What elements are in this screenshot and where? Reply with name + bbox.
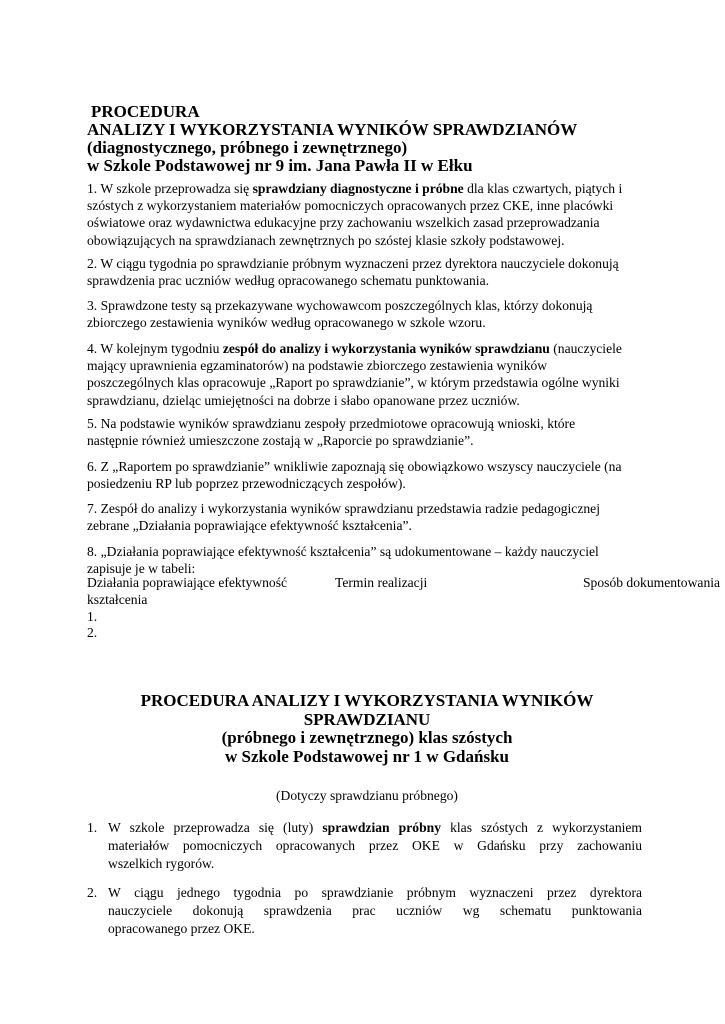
table-header-actions: Działania poprawiające efektywność (87, 575, 288, 590)
list-number: 1. (87, 820, 98, 835)
paragraph-line (87, 180, 717, 197)
list-item-line: materiałów pomocniczych opracowanych przez OKE w Gdańsku przy zachowaniu (108, 837, 642, 853)
paragraph-line: zebrane „Działania poprawiające efektywność kształcenia”. (87, 518, 412, 534)
paragraph-line: 2. W ciągu tygodnia po sprawdzianie próbnym wyznaczeni przez dyrektora nauczyciele dokonują (87, 256, 619, 271)
paragraph-line: zbiorczego zestawienia wyników według opracowanego w szkole wzoru. (87, 315, 486, 331)
text-run: W szkole przeprowadza się (luty) (108, 820, 323, 835)
text-run: dla klas czwartych, piątych i (463, 181, 623, 196)
bold-text-run: zespół do analizy i wykorzystania wyników sprawdzianu (222, 341, 550, 356)
doc2-note: (Dotyczy sprawdzianu próbnego) (276, 788, 458, 803)
doc2-title-line: PROCEDURA ANALIZY I WYKORZYSTANIA WYNIKÓW (140, 691, 594, 710)
list-item-line: W ciągu jednego tygodnia po sprawdzianie próbnym wyznaczeni przez dyrektora (108, 885, 642, 900)
table-header-actions-cont: kształcenia (87, 592, 148, 607)
doc1-paragraph-7 (87, 500, 717, 534)
paragraph-line: szóstych z wykorzystaniem materiałów pomocniczych opracowanych przez CKE, inne placówki (87, 198, 614, 214)
table-header-documentation: Sposób dokumentowania (583, 575, 721, 590)
doc2-title-line: SPRAWDZIANU (303, 709, 431, 729)
list-number: 2. (87, 885, 98, 900)
paragraph-line: poszczególnych klas opracowuje „Raport po sprawdzianie”, w którym przedstawia ogólne wyniki (87, 375, 620, 391)
doc2-title (87, 692, 647, 766)
list-item-text (108, 819, 642, 872)
list-item-line (108, 819, 642, 837)
paragraph-line: mający uprawnienia egzaminatorów) na podstawie zbiorczego zestawienia wyników (87, 358, 548, 374)
table-row: 2. (87, 625, 98, 640)
paragraph-line: 6. Z „Raportem po sprawdzianie” wnikliwie zapoznają się obowiązkowo wszyscy nauczyciele (na (87, 459, 622, 474)
text-run: 4. W kolejnym tygodniu (87, 341, 223, 356)
doc1-title-line: w Szkole Podstawowej nr 9 im. Jana Pawła II w Ełku (87, 156, 473, 175)
paragraph-line: 8. „Działania poprawiające efektywność kształcenia” są udokumentowane – każdy nauczyciel (87, 544, 599, 559)
table-row: 1. (87, 609, 98, 624)
doc2-title-line: (próbnego i zewnętrznego) klas szóstych (221, 728, 513, 747)
doc1-title-line: (diagnostycznego, próbnego i zewnętrznego) (87, 138, 408, 157)
doc1-title-line: PROCEDURA (91, 102, 200, 121)
paragraph-line: 3. Sprawdzone testy są przekazywane wychowawcom poszczególnych klas, którzy dokonują (87, 298, 593, 313)
doc1-title (87, 103, 717, 175)
paragraph-line: sprawdzianu, dzieląc umiejętności na dobrze i słabo opanowane przez uczniów. (87, 392, 520, 408)
paragraph-line: 7. Zespół do analizy i wykorzystania wyników sprawdzianu przedstawia radzie pedagogicznej (87, 501, 600, 516)
text-run: 1. W szkole przeprowadza się (87, 181, 253, 196)
doc1-paragraph-4 (87, 340, 717, 409)
list-item-line: opracowanego przez OKE. (108, 920, 255, 936)
doc1-title-line: ANALIZY I WYKORZYSTANIA WYNIKÓW SPRAWDZIANÓW (87, 120, 578, 139)
doc1-paragraph-5 (87, 415, 717, 449)
doc1-paragraph-8 (87, 543, 717, 577)
doc1-paragraph-3 (87, 297, 717, 331)
list-item-text (108, 884, 642, 937)
paragraph-line: 5. Na podstawie wyników sprawdzianu zespoły przedmiotowe opracowują wnioski, które (87, 416, 576, 431)
doc1-paragraph-1 (87, 180, 717, 249)
paragraph-line: sprawdzenia prac uczniów według opracowanego schematu punktowania. (87, 273, 489, 289)
paragraph-line: zapisuje je w tabeli: (87, 561, 196, 577)
table-header-deadline: Termin realizacji (335, 575, 428, 590)
text-run: (nauczyciele (549, 341, 622, 356)
paragraph-line: obowiązujących na sprawdzianach zewnętrznych po szóstej klasie szkoły podstawowej. (87, 232, 565, 248)
paragraph-line (87, 340, 717, 357)
doc2-title-line: w Szkole Podstawowej nr 1 w Gdańsku (224, 746, 509, 766)
text-run: klas szóstych z wykorzystaniem (441, 820, 642, 835)
list-item-line: nauczyciele dokonują sprawdzenia prac uczniów wg schematu punktowania (108, 902, 642, 918)
paragraph-line: posiedzeniu RP lub poprzez przewodniczących zespołów). (87, 476, 406, 492)
paragraph-line: oświatowe oraz wydawnictwa edukacyjne przy zachowaniu wszelkich zasad przeprowadzania (87, 215, 600, 231)
doc1-paragraph-6 (87, 458, 717, 492)
doc1-paragraph-2 (87, 255, 717, 289)
bold-text-run: sprawdzian próbny (322, 820, 441, 835)
paragraph-line: następnie również umieszczone zostają w „Raporcie po sprawdzianie”. (87, 433, 474, 449)
list-item-line: wszelkich rygorów. (108, 855, 215, 871)
bold-text-run: sprawdziany diagnostyczne i próbne (252, 181, 464, 196)
